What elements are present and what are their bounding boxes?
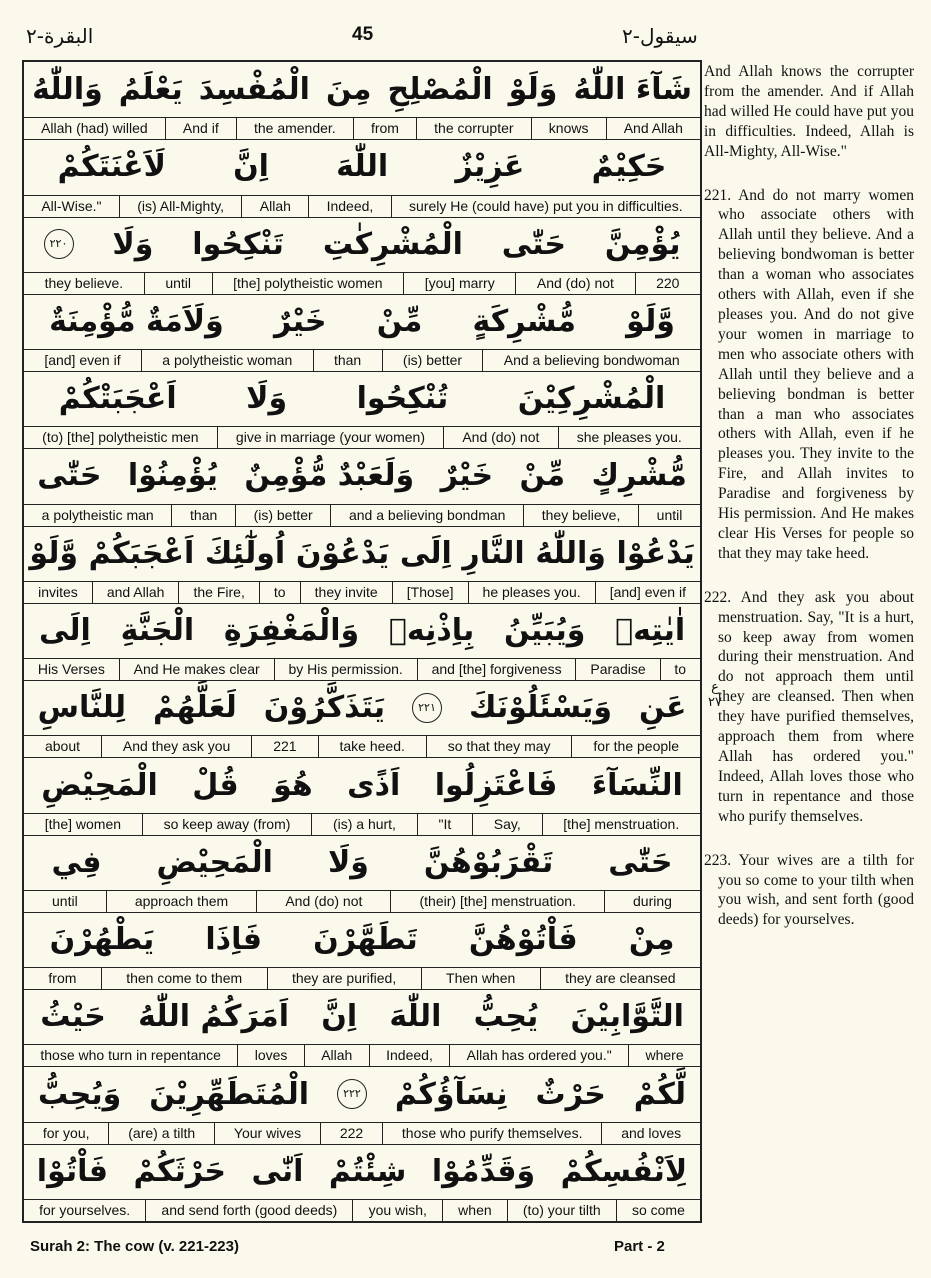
gloss-line bbox=[24, 1199, 700, 1221]
arabic-line bbox=[24, 217, 700, 272]
translation-column bbox=[704, 62, 914, 954]
arabic-word: الْجَنَّةِ bbox=[120, 612, 195, 648]
arabic-word: حَتّٰى bbox=[501, 226, 567, 262]
gloss-cell: Say, bbox=[472, 814, 542, 835]
gloss-cell: and loves bbox=[601, 1123, 700, 1144]
gloss-cell: until bbox=[638, 505, 700, 526]
arabic-word: اَمَرَكُمُ اللّٰهُ bbox=[138, 999, 289, 1035]
verse-row bbox=[24, 294, 700, 372]
arabic-word: وَّلَوْ bbox=[626, 303, 675, 339]
arabic-word: مِّنْ bbox=[376, 303, 423, 339]
arabic-line bbox=[24, 62, 700, 117]
verse-row bbox=[24, 835, 700, 913]
gloss-cell: they are purified, bbox=[267, 968, 421, 989]
arabic-word: وَلَعَبْدٌ مُّؤْمِنٌ bbox=[244, 458, 415, 494]
gloss-cell: And He makes clear bbox=[119, 659, 274, 680]
arabic-word: وَالْمَغْفِرَةِ bbox=[223, 612, 360, 648]
gloss-cell: Allah bbox=[304, 1045, 369, 1066]
gloss-cell: to bbox=[660, 659, 700, 680]
gloss-cell: 221 bbox=[251, 736, 317, 757]
gloss-cell: so keep away (from) bbox=[142, 814, 311, 835]
arabic-word: فَاِذَا bbox=[205, 922, 262, 958]
arabic-word: التَّوَّابِيْنَ bbox=[570, 999, 684, 1035]
arabic-word: خَيْرٌ bbox=[273, 303, 327, 339]
gloss-cell: Your wives bbox=[214, 1123, 320, 1144]
arabic-word: حَرْثَكُمْ bbox=[133, 1153, 227, 1189]
arabic-word: يَدْعُوْا bbox=[616, 535, 695, 571]
gloss-cell: Indeed, bbox=[369, 1045, 450, 1066]
gloss-cell: (are) a tilth bbox=[108, 1123, 214, 1144]
arabic-line bbox=[24, 448, 700, 503]
arabic-word: وَلَا bbox=[327, 844, 369, 880]
arabic-word: وَقَدِّمُوْا bbox=[431, 1153, 536, 1189]
gloss-cell: Allah has ordered you." bbox=[449, 1045, 628, 1066]
gloss-cell: And (do) not bbox=[256, 891, 390, 912]
verse-row bbox=[24, 680, 700, 758]
arabic-word: فَاعْتَزِلُوا bbox=[434, 767, 558, 803]
arabic-word: وَاللّٰهُ bbox=[32, 72, 103, 108]
arabic-word: بِاِذْنِهٖ bbox=[388, 612, 475, 648]
gloss-cell: (is) better bbox=[235, 505, 330, 526]
arabic-word: اَعْجَبَتْكُمْ bbox=[58, 381, 177, 417]
gloss-line bbox=[24, 658, 700, 680]
gloss-cell: when bbox=[442, 1200, 507, 1221]
verse-row bbox=[24, 912, 700, 990]
arabic-line bbox=[24, 1144, 700, 1199]
gloss-cell: approach them bbox=[106, 891, 257, 912]
gloss-cell: so that they may bbox=[426, 736, 572, 757]
verse-row bbox=[24, 139, 700, 217]
gloss-cell: 220 bbox=[635, 273, 701, 294]
arabic-word: حَرْثٌ bbox=[535, 1076, 606, 1112]
verse-row bbox=[24, 526, 700, 604]
header-part-name: سيقول-٢ bbox=[622, 24, 698, 48]
gloss-cell: to bbox=[259, 582, 300, 603]
arabic-word: تَطَهَّرْنَ bbox=[313, 922, 418, 958]
arabic-line bbox=[24, 294, 700, 349]
verse-end-mark: ٢٢٢ bbox=[337, 1079, 367, 1109]
gloss-cell: All-Wise." bbox=[41, 197, 102, 214]
gloss-line bbox=[24, 967, 700, 989]
arabic-word: حَتّٰى bbox=[37, 458, 102, 494]
gloss-cell: they are cleansed bbox=[540, 968, 700, 989]
gloss-cell: take heed. bbox=[318, 736, 426, 757]
arabic-word: النَّارِ bbox=[462, 535, 525, 571]
gloss-cell: than bbox=[171, 505, 235, 526]
gloss-cell: until bbox=[144, 273, 212, 294]
arabic-word: لِلنَّاسِ bbox=[37, 690, 126, 726]
arabic-word: اَنّٰى bbox=[251, 1153, 304, 1189]
gloss-cell: [Those] bbox=[392, 582, 468, 603]
gloss-cell: (to) [the] polytheistic men bbox=[42, 429, 199, 446]
arabic-word: يَتَذَكَّرُوْنَ bbox=[263, 690, 385, 726]
gloss-cell: And Allah bbox=[606, 118, 700, 139]
gloss-cell: during bbox=[604, 891, 700, 912]
gloss-cell: 222 bbox=[320, 1123, 382, 1144]
arabic-word: عَنِ bbox=[639, 690, 687, 726]
gloss-cell: she pleases you. bbox=[558, 427, 700, 448]
gloss-cell: [the] women bbox=[44, 815, 122, 832]
verse-row bbox=[24, 371, 700, 449]
arabic-word: يُحِبُّ bbox=[473, 999, 539, 1035]
gloss-cell: loves bbox=[237, 1045, 303, 1066]
gloss-cell: he pleases you. bbox=[468, 582, 595, 603]
arabic-word: وَاللّٰهُ bbox=[535, 535, 606, 571]
arabic-word: وَيُحِبُّ bbox=[37, 1076, 122, 1112]
gloss-cell: give in marriage (your women) bbox=[217, 427, 443, 448]
verse-row bbox=[24, 989, 700, 1067]
arabic-word: اَذًى bbox=[347, 767, 401, 803]
arabic-line bbox=[24, 139, 700, 194]
arabic-line bbox=[24, 989, 700, 1044]
gloss-cell: (their) [the] menstruation. bbox=[390, 891, 604, 912]
gloss-cell: Allah (had) willed bbox=[41, 120, 148, 137]
arabic-word: يَطْهُرْنَ bbox=[49, 922, 155, 958]
gloss-cell: the Fire, bbox=[178, 582, 258, 603]
gloss-cell: you wish, bbox=[352, 1200, 442, 1221]
gloss-cell: (is) a hurt, bbox=[311, 814, 417, 835]
gloss-cell: than bbox=[313, 350, 382, 371]
arabic-word: اِلَى bbox=[38, 612, 91, 648]
gloss-line bbox=[24, 426, 700, 448]
arabic-word: الْمُصْلِحِ bbox=[387, 72, 493, 108]
arabic-word: تَقْرَبُوْهُنَّ bbox=[423, 844, 554, 880]
arabic-word: الْمَحِيْضِ bbox=[156, 844, 273, 880]
gloss-cell: and a believing bondman bbox=[330, 505, 523, 526]
gloss-cell: "It bbox=[417, 814, 472, 835]
arabic-word: فِي bbox=[51, 844, 102, 880]
gloss-cell: And (do) not bbox=[515, 273, 634, 294]
arabic-word: يَعْلَمُ bbox=[118, 72, 183, 108]
arabic-word: عَزِيْزٌ bbox=[455, 149, 525, 185]
gloss-line bbox=[24, 272, 700, 294]
verse-end-mark: ٢٢١ bbox=[412, 693, 442, 723]
verse-row bbox=[24, 217, 700, 295]
arabic-word: وَلَاَمَةٌ مُّؤْمِنَةٌ bbox=[49, 303, 224, 339]
gloss-cell: Then when bbox=[421, 968, 540, 989]
arabic-word: اِنَّ bbox=[321, 999, 358, 1035]
arabic-word: حَكِيْمٌ bbox=[591, 149, 667, 185]
arabic-word: وَّلَوْ bbox=[29, 535, 79, 571]
arabic-word: اِنَّ bbox=[233, 149, 269, 185]
arabic-word: حَتّٰى bbox=[608, 844, 673, 880]
gloss-cell: they believe, bbox=[523, 505, 638, 526]
arabic-word: حَيْثُ bbox=[40, 999, 106, 1035]
arabic-word: وَلَا bbox=[246, 381, 288, 417]
gloss-cell: from bbox=[353, 118, 416, 139]
page-number: 45 bbox=[352, 24, 374, 45]
arabic-line bbox=[24, 757, 700, 812]
translation-paragraph: And Allah knows the corrupter from the amender. And if Allah had willed He could have put you in difficulties. Indeed, Allah is All-Mighty, All-Wise." bbox=[704, 63, 914, 160]
arabic-word: الْمُفْسِدَ bbox=[198, 72, 310, 108]
arabic-word: نِسَآؤُكُمْ bbox=[394, 1076, 508, 1112]
arabic-word: اٰيٰتِهٖ bbox=[615, 612, 686, 648]
gloss-cell: And (do) not bbox=[443, 427, 557, 448]
gloss-cell: and Allah bbox=[92, 582, 179, 603]
gloss-cell: [and] even if bbox=[595, 582, 700, 603]
gloss-cell: from bbox=[48, 970, 77, 987]
gloss-cell: Allah bbox=[241, 196, 308, 217]
gloss-cell: and [the] forgiveness bbox=[417, 659, 576, 680]
gloss-cell: until bbox=[52, 892, 78, 909]
arabic-word: الْمُشْرِكٰتِ bbox=[322, 226, 463, 262]
arabic-word: مِنَ bbox=[325, 72, 372, 108]
gloss-cell: [and] even if bbox=[44, 352, 121, 369]
arabic-word: اللّٰهَ bbox=[336, 149, 389, 185]
gloss-cell: those who purify themselves. bbox=[382, 1123, 601, 1144]
gloss-line bbox=[24, 349, 700, 371]
gloss-line bbox=[24, 117, 700, 139]
arabic-word: تُنْكِحُوا bbox=[356, 381, 449, 417]
translation-paragraph: 223. Your wives are a tilth for you so come to your tilth when you wish, and sent forth (good deeds) for yourselves. bbox=[704, 851, 914, 929]
gloss-cell: And if bbox=[165, 118, 236, 139]
arabic-word: مِّنْ bbox=[519, 458, 566, 494]
arabic-word: الْمَحِيْضِ bbox=[41, 767, 158, 803]
arabic-word: تَنْكِحُوا bbox=[192, 226, 284, 262]
ruku-mark: ع ٢٧ bbox=[708, 680, 722, 710]
gloss-cell: by His permission. bbox=[274, 659, 417, 680]
gloss-cell: surely He (could have) put you in difficulties. bbox=[391, 196, 700, 217]
gloss-cell: [the] polytheistic women bbox=[212, 273, 404, 294]
gloss-cell: knows bbox=[531, 118, 606, 139]
gloss-cell: where bbox=[628, 1045, 700, 1066]
verse-row bbox=[24, 1144, 700, 1221]
gloss-cell: for the people bbox=[571, 736, 700, 757]
gloss-cell: for yourselves. bbox=[39, 1201, 131, 1218]
arabic-word: وَلَا bbox=[112, 226, 154, 262]
arabic-word: الْمُتَطَهِّرِيْنَ bbox=[149, 1076, 310, 1112]
arabic-word: وَلَوْ bbox=[508, 72, 558, 108]
verse-row bbox=[24, 448, 700, 526]
arabic-line bbox=[24, 835, 700, 890]
arabic-word: لَّكُمْ bbox=[633, 1076, 687, 1112]
arabic-word: اِلَى bbox=[399, 535, 452, 571]
gloss-cell: those who turn in repentance bbox=[40, 1047, 221, 1064]
arabic-word: خَيْرٌ bbox=[440, 458, 494, 494]
verse-row bbox=[24, 757, 700, 835]
arabic-line bbox=[24, 912, 700, 967]
arabic-word: مُّشْرِكٍ bbox=[591, 458, 687, 494]
arabic-word: فَاْتُوْهُنَّ bbox=[468, 922, 578, 958]
arabic-word: يُؤْمِنُوْا bbox=[127, 458, 218, 494]
arabic-word: قُلْ bbox=[192, 767, 239, 803]
gloss-cell: His Verses bbox=[37, 661, 105, 678]
gloss-cell: Indeed, bbox=[308, 196, 390, 217]
arabic-line bbox=[24, 1066, 700, 1121]
verse-row bbox=[24, 62, 700, 140]
gloss-cell: they believe. bbox=[44, 274, 124, 291]
arabic-word: يَدْعُوْنَ bbox=[295, 535, 390, 571]
header-surah-name: البقرة-٢ bbox=[26, 24, 94, 48]
gloss-cell: about bbox=[44, 738, 81, 755]
gloss-cell: and send forth (good deeds) bbox=[145, 1200, 352, 1221]
gloss-cell: invites bbox=[38, 583, 78, 600]
verse-end-mark: ٢٢٠ bbox=[44, 229, 74, 259]
arabic-word: شَآءَ اللّٰهُ bbox=[573, 72, 692, 108]
arabic-word: هُوَ bbox=[273, 767, 313, 803]
gloss-cell: a polytheistic man bbox=[41, 506, 154, 523]
arabic-word: شِئْتُمْ bbox=[328, 1153, 407, 1189]
arabic-word: الْمُشْرِكِيْنَ bbox=[517, 381, 666, 417]
arabic-line bbox=[24, 603, 700, 658]
gloss-cell: then come to them bbox=[101, 968, 267, 989]
arabic-word: اَعْجَبَكُمْ bbox=[88, 535, 195, 571]
footer-surah-reference: Surah 2: The cow (v. 221-223) bbox=[30, 1238, 239, 1255]
verse-row bbox=[24, 1066, 700, 1144]
gloss-cell: (to) your tilth bbox=[507, 1200, 616, 1221]
arabic-word: لَاَعْنَتَكُمْ bbox=[57, 149, 166, 185]
gloss-cell: And they ask you bbox=[101, 736, 251, 757]
gloss-cell: they invite bbox=[300, 582, 392, 603]
gloss-line bbox=[24, 195, 700, 217]
gloss-line bbox=[24, 813, 700, 835]
gloss-cell: (is) better bbox=[382, 350, 483, 371]
arabic-word: لِاَنْفُسِكُمْ bbox=[560, 1153, 688, 1189]
arabic-word: النِّسَآءَ bbox=[591, 767, 683, 803]
gloss-cell: [you] marry bbox=[403, 273, 515, 294]
arabic-word: اللّٰهَ bbox=[389, 999, 442, 1035]
footer-part: Part - 2 bbox=[614, 1238, 665, 1255]
arabic-word: مُّشْرِكَةٍ bbox=[472, 303, 576, 339]
gloss-line bbox=[24, 581, 700, 603]
gloss-cell: a polytheistic woman bbox=[141, 350, 313, 371]
gloss-cell: so come bbox=[616, 1200, 700, 1221]
arabic-word: لَعَلَّهُمْ bbox=[153, 690, 237, 726]
gloss-cell: the corrupter bbox=[416, 118, 531, 139]
arabic-line bbox=[24, 526, 700, 581]
gloss-line bbox=[24, 735, 700, 757]
gloss-cell: the amender. bbox=[236, 118, 353, 139]
gloss-cell: (is) All-Mighty, bbox=[119, 196, 242, 217]
arabic-line bbox=[24, 371, 700, 426]
gloss-cell: Paradise bbox=[575, 659, 659, 680]
gloss-cell: [the] menstruation. bbox=[542, 814, 700, 835]
arabic-word: مِنْ bbox=[628, 922, 675, 958]
translation-paragraph: 222. And they ask you about menstruation. Say, "It is a hurt, so keep away from women during their menstruation. And do not approach them until they are cleansed. Then when they have purified themselves, approach them from where Allah has ordered you." Indeed, Allah loves those who turn in repentance and those who purify themselves. bbox=[704, 588, 914, 825]
gloss-cell: for you, bbox=[42, 1124, 90, 1141]
arabic-word: فَاْتُوْا bbox=[36, 1153, 109, 1189]
gloss-line bbox=[24, 1122, 700, 1144]
arabic-word: وَيُبَيِّنُ bbox=[504, 612, 586, 648]
arabic-word: اُولٰٓئِكَ bbox=[204, 535, 286, 571]
arabic-line bbox=[24, 680, 700, 735]
gloss-line bbox=[24, 890, 700, 912]
word-by-word-grid bbox=[22, 60, 702, 1223]
gloss-line bbox=[24, 1044, 700, 1066]
arabic-word: يُؤْمِنَّ bbox=[604, 226, 681, 262]
gloss-cell: And a believing bondwoman bbox=[482, 350, 700, 371]
gloss-line bbox=[24, 504, 700, 526]
arabic-word: وَيَسْئَلُوْنَكَ bbox=[469, 690, 612, 726]
verse-row bbox=[24, 603, 700, 681]
translation-paragraph: 221. And do not marry women who associate others with Allah until they believe. And a believing bondwoman is better than a woman who associates others with Allah, even if she pleases you. And do not give your women in marriage to men who associate others with Allah until they believe and a believing bondman is better than a man who associates others with Allah, even if he pleases you. They invite to the Fire, and Allah invites to Paradise and forgiveness by His permission. And He makes clear His Verses for people so that they may take heed. bbox=[704, 186, 914, 562]
